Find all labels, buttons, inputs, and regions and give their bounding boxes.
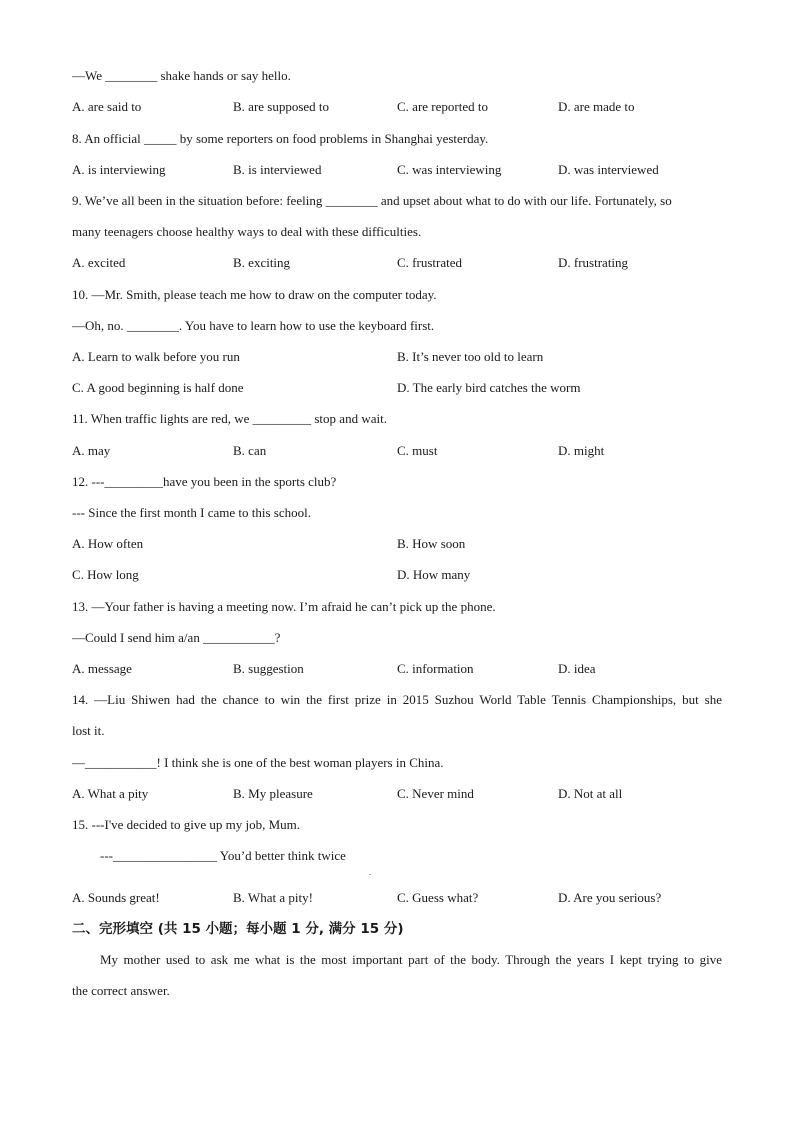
answer-blank: _____ xyxy=(143,131,177,146)
answer-blank: _________ xyxy=(104,474,163,489)
question-13-reply: —Could I send him a/an ___________? xyxy=(72,630,281,645)
option-a: A. What a pity xyxy=(72,786,149,801)
option-a: A. message xyxy=(72,661,132,676)
option-d: D. idea xyxy=(558,661,596,676)
answer-blank: ________________ xyxy=(113,848,217,863)
option-d: D. are made to xyxy=(558,99,635,114)
question-12-stem: 12. ---_________have you been in the sports club? xyxy=(72,474,337,489)
option-a: A. is interviewing xyxy=(72,162,166,177)
option-a: A. may xyxy=(72,443,111,458)
option-b: B. exciting xyxy=(233,255,291,270)
question-9-stem: 9. We’ve all been in the situation before: feeling ________ and upset about what to do with our life. Fortunately, so xyxy=(72,193,672,208)
question-11-stem: 11. When traffic lights are red, we _________ stop and wait. xyxy=(72,411,387,426)
option-c: C. How long xyxy=(72,567,139,582)
option-b: B. suggestion xyxy=(233,661,304,676)
question-7-stem: —We ________ shake hands or say hello. xyxy=(72,68,291,83)
question-12-reply: --- Since the first month I came to this school. xyxy=(72,505,312,520)
section-heading: 二、完形填空 (共 15 小题；每小题 1 分, 满分 15 分) xyxy=(72,921,404,937)
option-d: D. frustrating xyxy=(558,255,629,270)
option-c: C. A good beginning is half done xyxy=(72,380,244,395)
question-14-stem-continued: lost it. xyxy=(72,723,105,738)
passage-line: the correct answer. xyxy=(72,983,170,998)
option-c: C. Never mind xyxy=(397,786,474,801)
option-c: C. Guess what? xyxy=(397,890,479,905)
passage-line: My mother used to ask me what is the most important part of the body. Through the years I kept trying to give xyxy=(100,952,722,967)
question-8-stem: 8. An official _____ by some reporters on food problems in Shanghai yesterday. xyxy=(72,131,489,146)
option-b: B. is interviewed xyxy=(233,162,322,177)
question-15-stem: 15. ---I've decided to give up my job, Mum. xyxy=(72,817,300,832)
option-d: D. was interviewed xyxy=(558,162,659,177)
option-b: B. are supposed to xyxy=(233,99,330,114)
option-c: C. are reported to xyxy=(397,99,488,114)
question-10-stem: 10. —Mr. Smith, please teach me how to draw on the computer today. xyxy=(72,287,437,302)
option-b: B. It’s never too old to learn xyxy=(397,349,544,364)
option-c: C. frustrated xyxy=(397,255,462,270)
option-a: A. are said to xyxy=(72,99,142,114)
option-d: D. How many xyxy=(397,567,471,582)
question-9-stem-continued: many teenagers choose healthy ways to deal with these difficulties. xyxy=(72,224,422,239)
option-d: D. The early bird catches the worm xyxy=(397,380,581,395)
option-c: C. must xyxy=(397,443,438,458)
question-15-reply: ---________________ You’d better think twice xyxy=(100,848,346,863)
option-b: B. What a pity! xyxy=(233,890,313,905)
answer-blank: ___________ xyxy=(85,755,157,770)
question-14-stem: 14. —Liu Shiwen had the chance to win the first prize in 2015 Suzhou World Table Tennis Championships, but she xyxy=(72,692,722,707)
question-13-stem: 13. —Your father is having a meeting now. I’m afraid he can’t pick up the phone. xyxy=(72,599,496,614)
option-b: B. How soon xyxy=(397,536,466,551)
option-a: A. excited xyxy=(72,255,126,270)
answer-blank: ________ xyxy=(105,68,158,83)
option-d: D. might xyxy=(558,443,605,458)
option-a: A. Learn to walk before you run xyxy=(72,349,240,364)
option-b: B. can xyxy=(233,443,267,458)
answer-blank: ___________ xyxy=(203,630,275,645)
answer-blank: ________ xyxy=(126,318,179,333)
option-a: A. How often xyxy=(72,536,144,551)
question-14-reply: —___________! I think she is one of the best woman players in China. xyxy=(72,755,444,770)
option-c: C. information xyxy=(397,661,474,676)
question-10-stem-continued: —Oh, no. ________. You have to learn how to use the keyboard first. xyxy=(72,318,435,333)
stray-mark: . xyxy=(369,868,371,877)
answer-blank: _________ xyxy=(252,411,312,426)
option-a: A. Sounds great! xyxy=(72,890,160,905)
option-c: C. was interviewing xyxy=(397,162,502,177)
option-d: D. Are you serious? xyxy=(558,890,662,905)
option-b: B. My pleasure xyxy=(233,786,313,801)
option-d: D. Not at all xyxy=(558,786,623,801)
answer-blank: ________ xyxy=(325,193,378,208)
